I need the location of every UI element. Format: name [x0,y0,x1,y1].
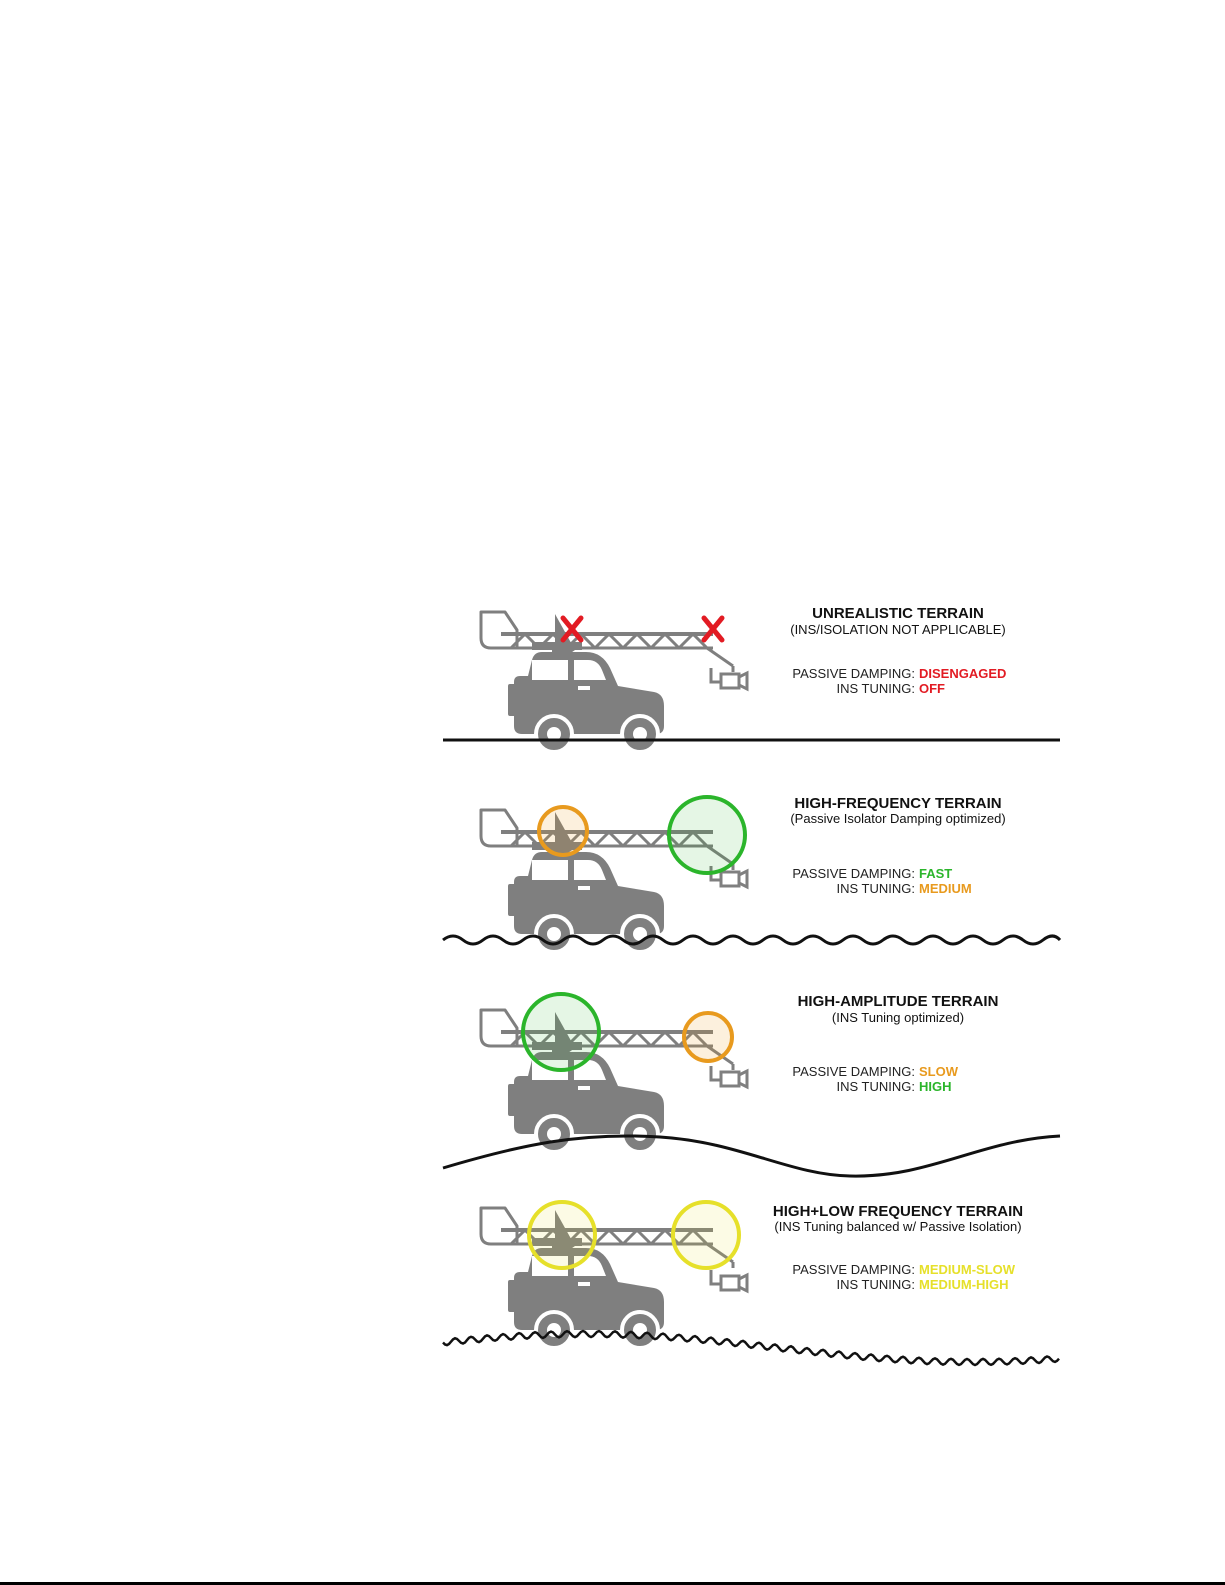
tuning-value: HIGH [919,1079,952,1094]
panel-subtitle: (Passive Isolator Damping optimized) [790,811,1006,826]
damping-value: DISENGAGED [919,666,1007,681]
tuning-value: OFF [919,681,945,696]
red-x-icon [704,618,722,640]
camera-icon [711,668,747,689]
panel-unrealistic-terrain [443,605,1060,752]
jeep-vehicle-icon [508,642,664,752]
tuning-label: INS TUNING: [836,881,915,896]
tuning-label: INS TUNING: [836,681,915,696]
isolation-indicator-yellow [673,1202,739,1268]
panel-subtitle: (INS Tuning balanced w/ Passive Isolation) [774,1219,1022,1234]
camera-icon [711,1066,747,1087]
panel-subtitle: (INS/ISOLATION NOT APPLICABLE) [790,622,1006,637]
isolation-indicator-orange [539,807,587,855]
panel-subtitle: (INS Tuning optimized) [831,1010,965,1025]
damping-value: MEDIUM-SLOW [919,1262,1016,1277]
tuning-value: MEDIUM-HIGH [919,1277,1009,1292]
damping-value: FAST [919,866,953,881]
tuning-label: INS TUNING: [836,1277,915,1292]
damping-label: PASSIVE DAMPING: [792,1064,915,1079]
isolation-indicator-yellow [529,1202,595,1268]
panel-high-amplitude-terrain [443,993,1060,1176]
tuning-label: INS TUNING: [836,1079,915,1094]
panel-title: HIGH-FREQUENCY TERRAIN [794,795,1002,812]
panel-high-frequency-terrain [443,795,1060,952]
isolation-indicator-green [523,994,599,1070]
panel-title: UNREALISTIC TERRAIN [812,605,984,622]
damping-label: PASSIVE DAMPING: [792,866,915,881]
damping-value: SLOW [919,1064,958,1079]
camera-icon [711,1270,747,1291]
panel-high-low-frequency-terrain [443,1202,1059,1365]
ground-high-amplitude [443,1136,1060,1176]
isolation-indicator-orange [684,1013,732,1061]
panel-title: HIGH-AMPLITUDE TERRAIN [797,993,999,1010]
red-x-icon [563,618,581,640]
tuning-value: MEDIUM [919,881,972,896]
damping-label: PASSIVE DAMPING: [792,1262,915,1277]
isolation-indicator-green [669,797,745,873]
damping-label: PASSIVE DAMPING: [792,666,915,681]
panel-title: HIGH+LOW FREQUENCY TERRAIN [772,1203,1024,1220]
